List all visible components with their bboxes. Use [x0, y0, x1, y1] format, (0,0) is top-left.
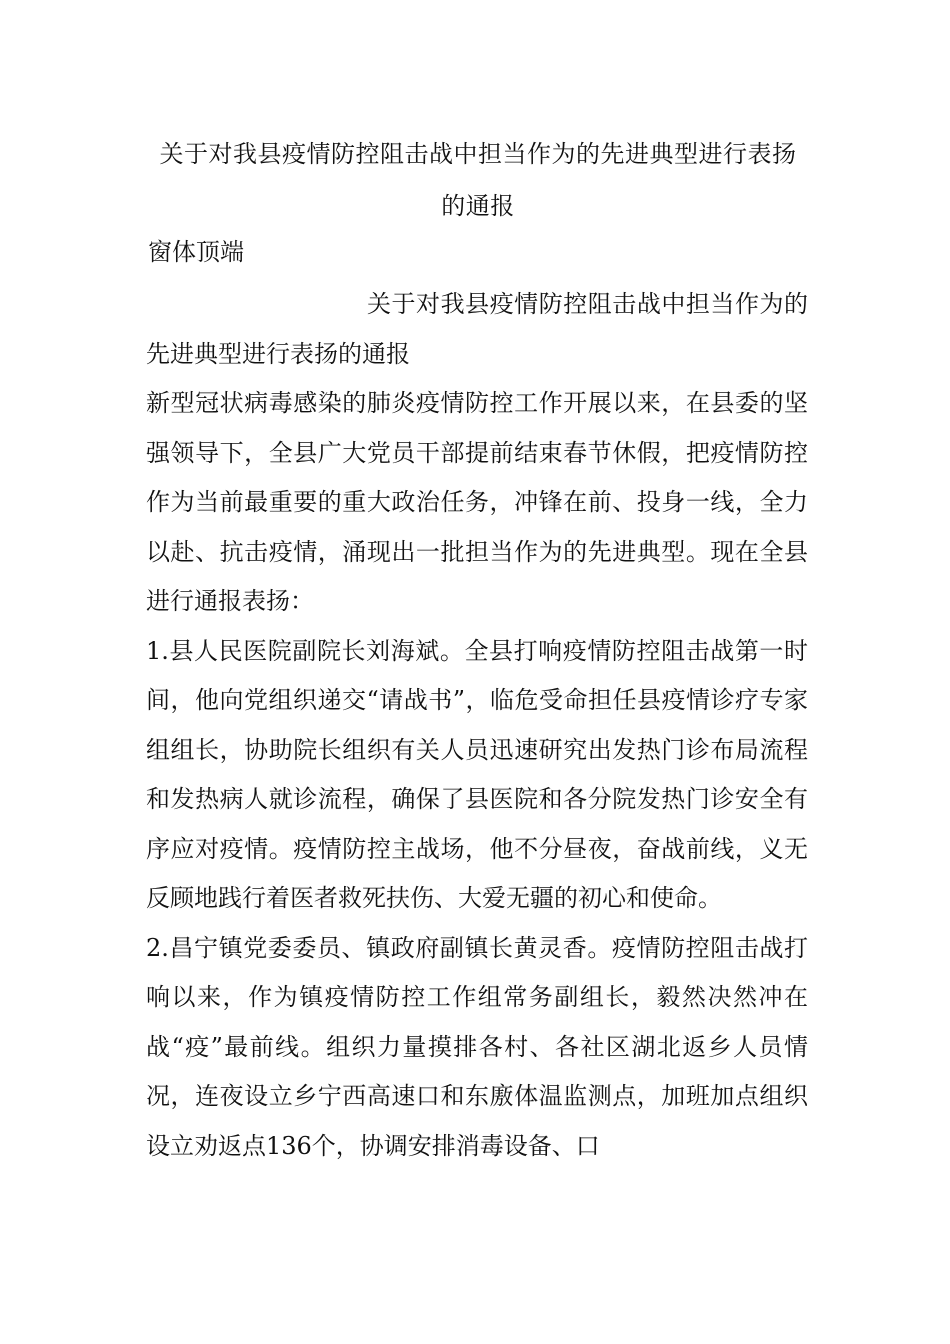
commendation-item-1: 1.县人民医院副院长刘海斌。全县打响疫情防控阻击战第一时间，他向党组织递交“请战书”，临危受命担任县疫情诊疗专家组组长，协助院长组织有关人员迅速研究出发热门诊布局流程和发热病人就诊流程，确保了县医院和各分院发热门诊安全有序应对疫情。疫情防控主战场，他不分昼夜，奋战前线，义无反顾地践行着医者救死扶伤、大爱无疆的初心和使命。 — [146, 636, 808, 912]
document-title: 关于对我县疫情防控阻击战中担当作为的先进典型进行表扬的通报 — [159, 140, 797, 220]
document-body — [146, 280, 808, 1171]
intro-paragraph: 新型冠状病毒感染的肺炎疫情防控工作开展以来，在县委的坚强领导下，全县广大党员干部提前结束春节休假，把疫情防控作为当前最重要的重大政治任务，冲锋在前、投身一线，全力以赴、抗击疫情，涌现出一批担当作为的先进典型。现在全县进行通报表扬： — [146, 389, 808, 615]
form-top-label: 窗体顶端 — [148, 238, 244, 266]
document-subtitle: 关于对我县疫情防控阻击战中担当作为的先进典型进行表扬的通报 — [146, 290, 808, 368]
commendation-item-2: 2.昌宁镇党委委员、镇政府副镇长黄灵香。疫情防控阻击战打响以来，作为镇疫情防控工作组常务副组长，毅然决然冲在战“疫”最前线。组织力量摸排各村、各社区湖北返乡人员情况，连夜设立乡宁西高速口和东廒体温监测点，加班加点组织设立劝返点136个，协调安排消毒设备、口 — [146, 933, 808, 1160]
